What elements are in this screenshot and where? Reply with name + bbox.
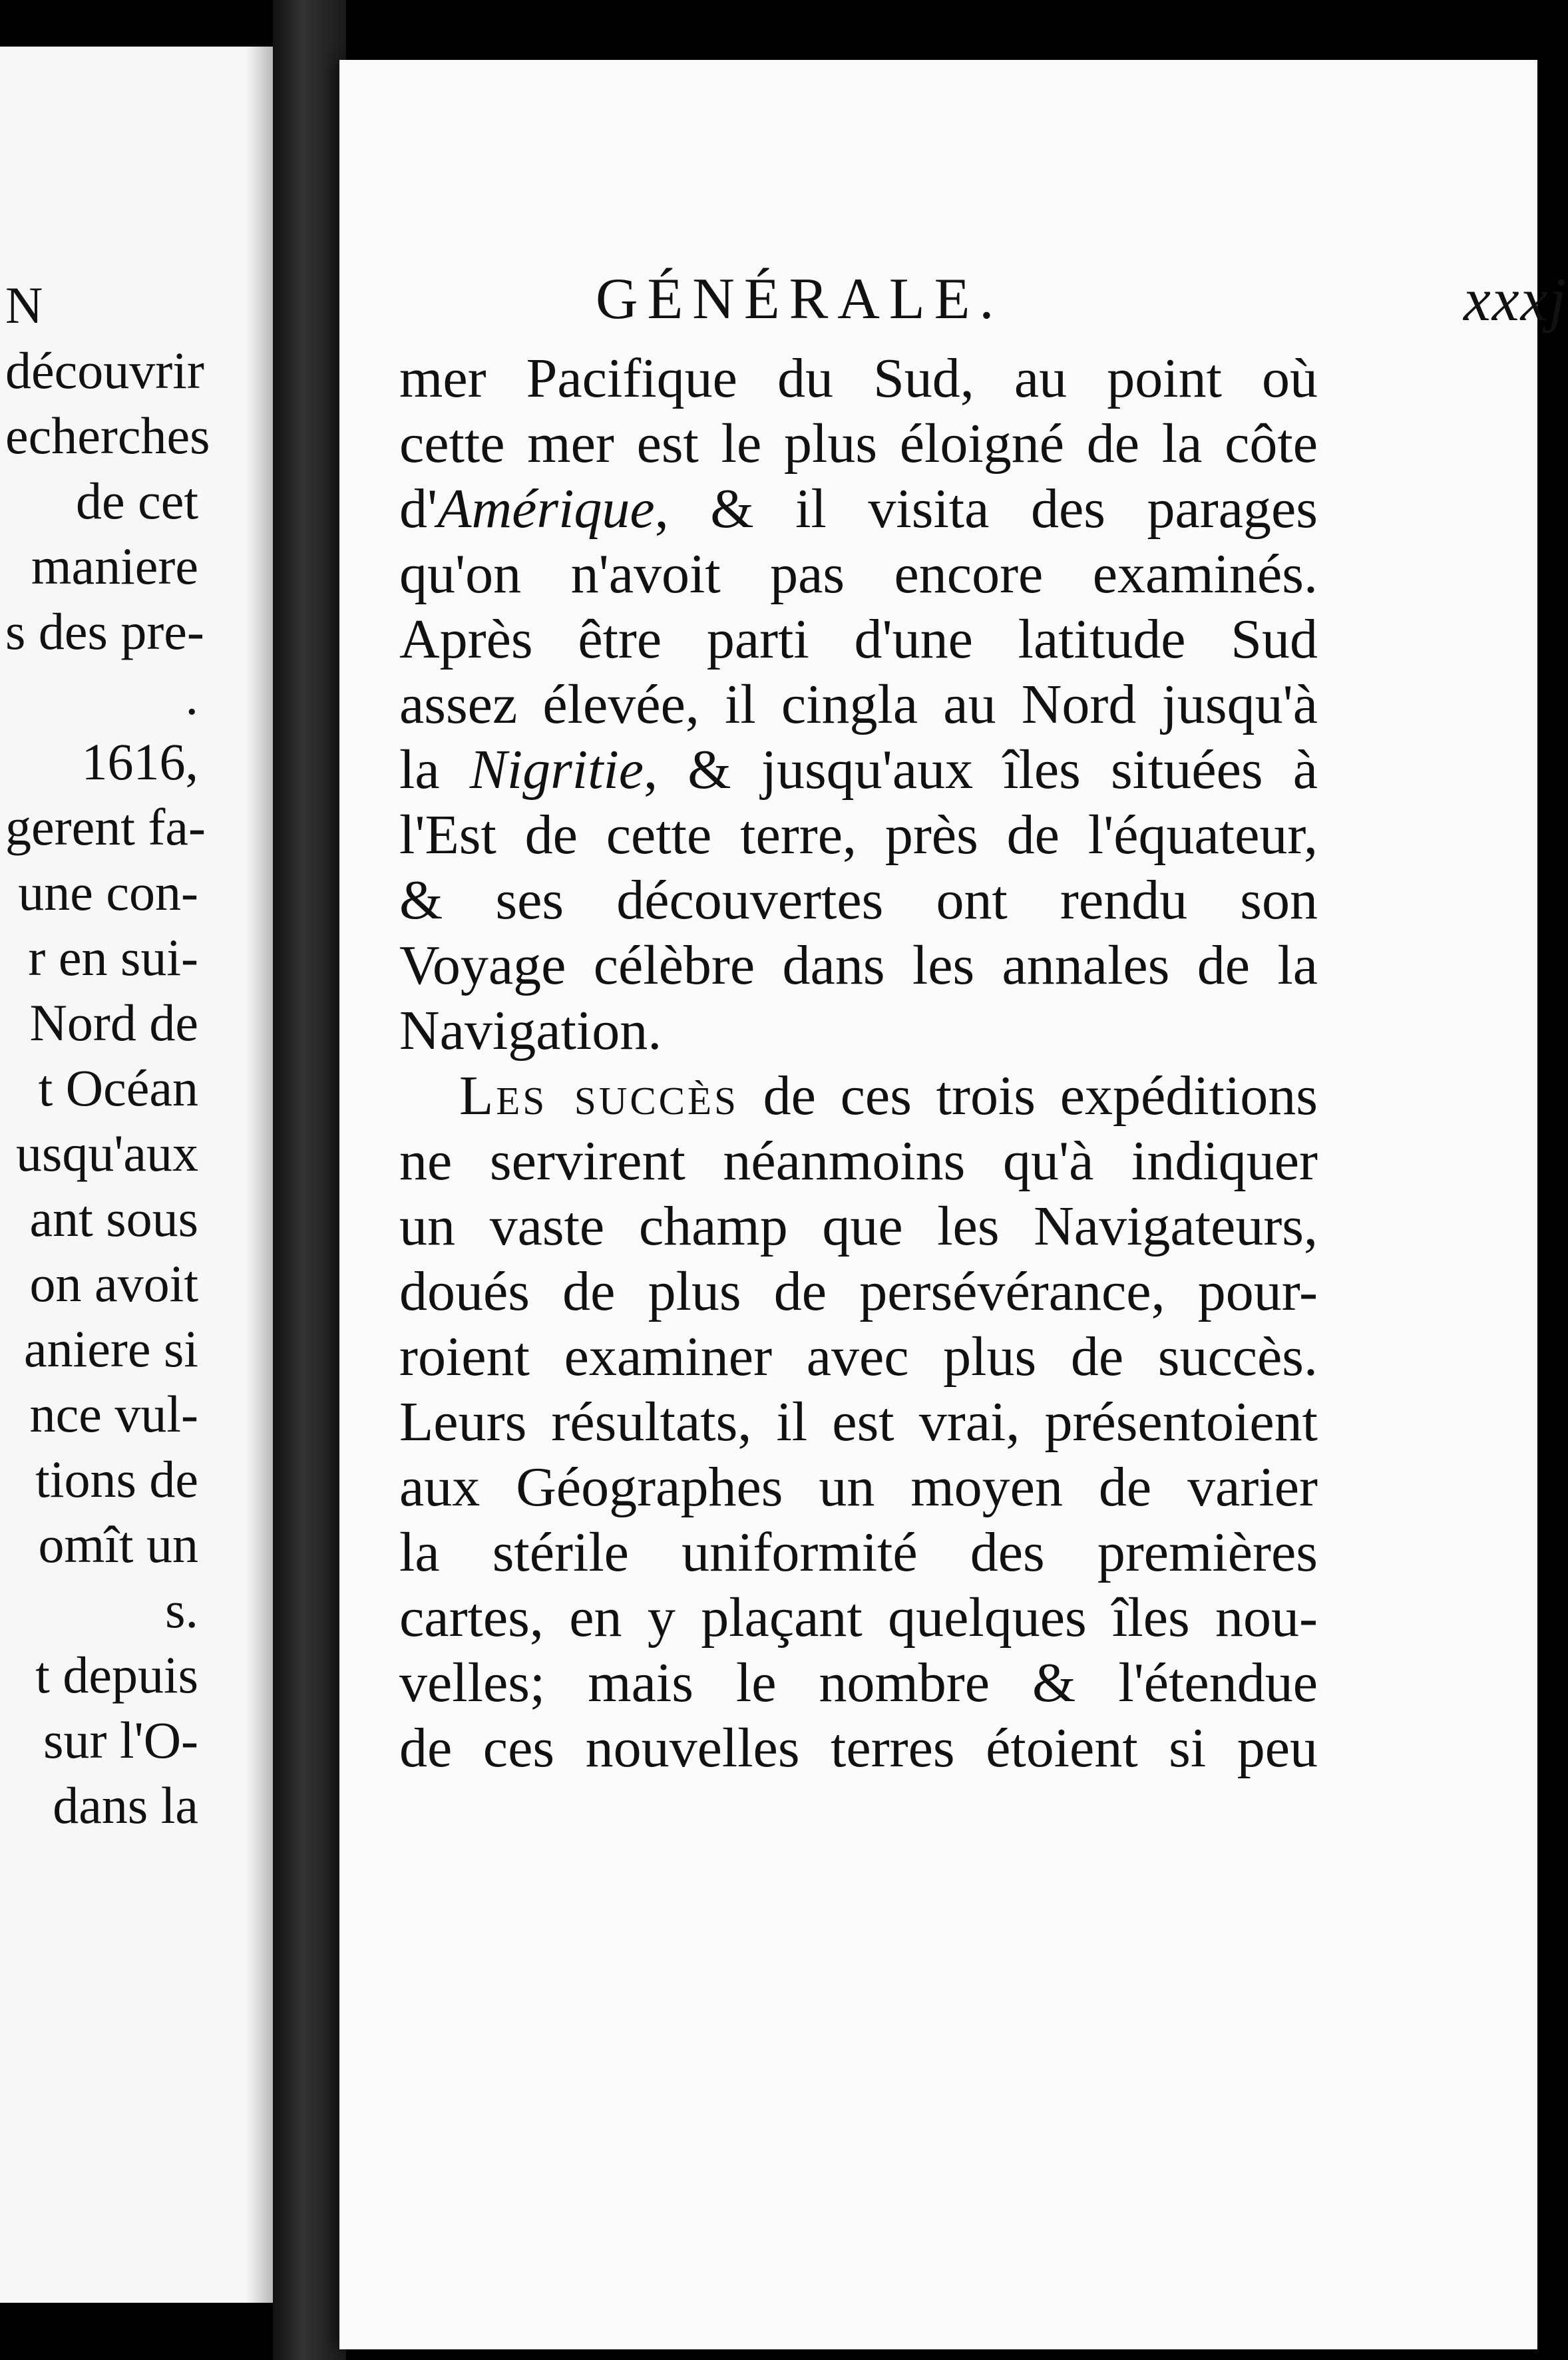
text-segment: Voyage célèbre dans les annales de la	[399, 934, 1318, 996]
text-line: un vaste champ que les Navigateurs,	[399, 1195, 1318, 1257]
text-line: velles; mais le nombre & l'étendue	[399, 1652, 1318, 1714]
text-line	[399, 933, 1318, 998]
left-page-line: usqu'aux	[15, 1124, 198, 1182]
left-page-line: omît un	[38, 1515, 198, 1573]
text-line: aux Géographes un moyen de varier	[399, 1456, 1318, 1518]
text-line: doués de plus de persévérance, pour-	[399, 1261, 1318, 1322]
text-segment: la	[399, 739, 470, 801]
text-line: Leurs résultats, il est vrai, présentoient	[399, 1391, 1318, 1453]
text-line	[399, 998, 1318, 1064]
paragraph-1	[399, 346, 1318, 1064]
text-segment: assez élevée, il cingla au Nord jusqu'à	[399, 674, 1318, 735]
text-line	[399, 672, 1318, 737]
left-page-line: aniere si	[23, 1320, 198, 1378]
text-line	[399, 868, 1318, 933]
left-page-line: N	[5, 276, 43, 334]
italic-place-name: Nigritie	[469, 739, 644, 801]
text-line	[399, 411, 1318, 477]
page-folio: xxxj	[1463, 266, 1567, 333]
book-spine-shadow	[273, 0, 346, 2360]
left-page-line: s des pre-	[5, 602, 204, 660]
text-segment: , & il visita des parages	[654, 478, 1318, 540]
text-segment: & ses découvertes ont rendu son	[399, 869, 1318, 931]
paragraph-2-first-line	[399, 1064, 1318, 1129]
paragraph-2-lead-smallcaps: Les succès	[459, 1065, 739, 1127]
left-gutter-shadow	[246, 47, 273, 2303]
left-page-line: Nord de	[29, 994, 198, 1052]
text-line	[399, 542, 1318, 607]
text-line: roient examiner avec plus de succès.	[399, 1326, 1318, 1388]
left-facing-page	[0, 47, 275, 2303]
text-segment: Après être parti d'une latitude Sud	[399, 608, 1318, 670]
text-line: ne servirent néanmoins qu'à indiquer	[399, 1130, 1318, 1192]
text-line: de ces nouvelles terres étoient si peu	[399, 1717, 1318, 1779]
text-segment: d'	[399, 478, 438, 540]
left-page-line: r en sui-	[28, 928, 198, 986]
text-line	[399, 346, 1318, 411]
text-segment: qu'on n'avoit pas encore examinés.	[399, 543, 1318, 605]
text-line	[399, 477, 1318, 542]
running-head-title: GÉNÉRALE.	[596, 267, 1004, 331]
left-page-line: découvrir	[5, 341, 204, 399]
text-line	[399, 607, 1318, 672]
text-segment: , & jusqu'aux îles situées à	[644, 739, 1318, 801]
running-head	[596, 260, 1567, 339]
paragraph-2-first-line-rest: de ces trois expéditions	[738, 1065, 1318, 1127]
text-line: la stérile uniformité des premières	[399, 1521, 1318, 1583]
left-page-line: on avoit	[29, 1255, 198, 1312]
left-page-line: ant sous	[29, 1189, 198, 1247]
text-segment: Navigation.	[399, 1000, 662, 1062]
left-page-line: gerent fa-	[5, 798, 206, 856]
text-line	[399, 737, 1318, 803]
left-page-line: dans la	[53, 1776, 198, 1834]
text-segment: mer Pacifique du Sud, au point où	[399, 347, 1318, 409]
left-page-line: une con-	[18, 863, 198, 921]
text-segment: cette mer est le plus éloigné de la côte	[399, 413, 1318, 475]
left-page-line: sur l'O-	[43, 1711, 198, 1769]
body-text	[399, 346, 1318, 1781]
left-page-line: s.	[165, 1581, 198, 1639]
left-page-line: .	[185, 668, 198, 725]
left-page-line: maniere	[31, 537, 198, 595]
paragraph-2	[399, 1129, 1318, 1781]
left-page-line: t Océan	[38, 1059, 198, 1117]
left-page-line: tions de	[35, 1450, 198, 1508]
left-page-line: de cet	[75, 472, 198, 530]
left-page-text	[5, 273, 210, 1838]
italic-place-name: Amérique	[437, 478, 655, 540]
text-line	[399, 803, 1318, 868]
left-page-line: nce vul-	[29, 1385, 198, 1443]
right-page	[339, 60, 1567, 2349]
left-page-line: 1616,	[81, 733, 198, 791]
left-page-line: echerches	[5, 407, 210, 465]
text-line: cartes, en y plaçant quelques îles nou-	[399, 1587, 1318, 1649]
left-page-line: t depuis	[35, 1646, 198, 1704]
text-segment: l'Est de cette terre, près de l'équateur,	[399, 804, 1318, 866]
